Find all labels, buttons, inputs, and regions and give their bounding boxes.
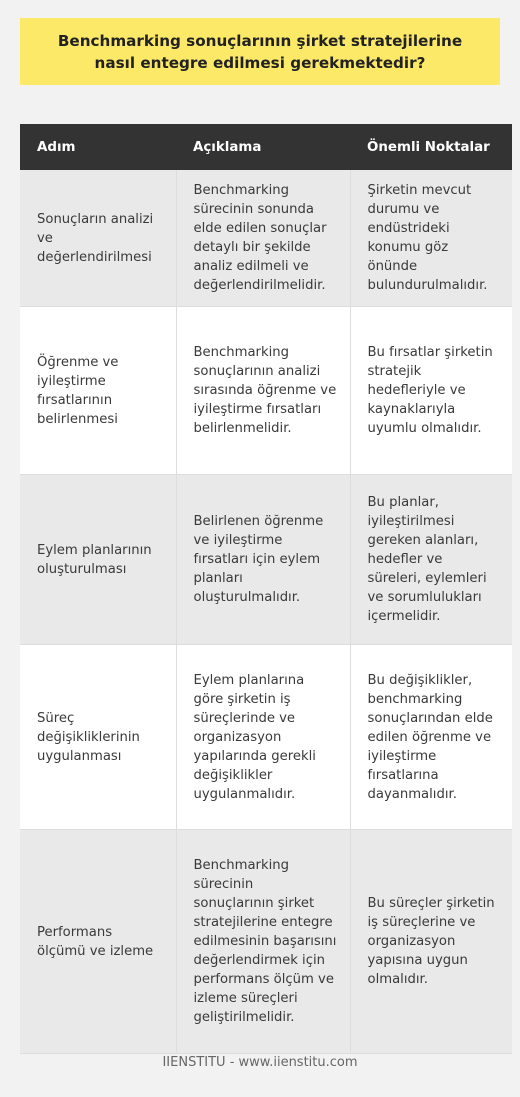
title-banner bbox=[20, 18, 500, 85]
table-row bbox=[20, 645, 512, 830]
header-description: Açıklama bbox=[176, 124, 350, 170]
table-row bbox=[20, 170, 512, 307]
cell-description: Eylem planlarına göre şirketin iş süreçlerinde ve organizasyon yapılarında gerekli değişiklikler uygulanmalıdır. bbox=[176, 645, 350, 830]
cell-key-points: Bu süreçler şirketin iş süreçlerine ve organizasyon yapısına uygun olmalıdır. bbox=[350, 830, 512, 1054]
cell-step: Sonuçların analizi ve değerlendirilmesi bbox=[20, 170, 176, 307]
table-header-row bbox=[20, 124, 512, 170]
table-row bbox=[20, 830, 512, 1054]
cell-description: Benchmarking sonuçlarının analizi sırasında öğrenme ve iyileştirme fırsatları belirlenmelidir. bbox=[176, 307, 350, 475]
cell-key-points: Bu değişiklikler, benchmarking sonuçlarından elde edilen öğrenme ve iyileştirme fırsatlarına dayanmalıdır. bbox=[350, 645, 512, 830]
cell-step: Performans ölçümü ve izleme bbox=[20, 830, 176, 1054]
footer-credit: IIENSTITU - www.iienstitu.com bbox=[162, 1055, 358, 1070]
cell-description: Belirlenen öğrenme ve iyileştirme fırsatları için eylem planları oluşturulmalıdır. bbox=[176, 475, 350, 645]
table-row bbox=[20, 307, 512, 475]
cell-key-points: Bu planlar, iyileştirilmesi gereken alanları, hedefler ve süreleri, eylemleri ve sorumlulukları içermelidir. bbox=[350, 475, 512, 645]
table-row bbox=[20, 475, 512, 645]
page-title: Benchmarking sonuçlarının şirket stratejilerine nasıl entegre edilmesi gerekmektedir? bbox=[57, 31, 463, 72]
cell-step: Süreç değişikliklerinin uygulanması bbox=[20, 645, 176, 830]
header-key-points: Önemli Noktalar bbox=[350, 124, 512, 170]
header-step: Adım bbox=[20, 124, 176, 170]
cell-key-points: Bu fırsatlar şirketin stratejik hedefleriyle ve kaynaklarıyla uyumlu olmalıdır. bbox=[350, 307, 512, 475]
steps-table bbox=[20, 124, 512, 1054]
cell-step: Öğrenme ve iyileştirme fırsatlarının belirlenmesi bbox=[20, 307, 176, 475]
cell-description: Benchmarking sürecinin sonunda elde edilen sonuçlar detaylı bir şekilde analiz edilmeli ve değerlendirilmelidir. bbox=[176, 170, 350, 307]
cell-step: Eylem planlarının oluşturulması bbox=[20, 475, 176, 645]
cell-key-points: Şirketin mevcut durumu ve endüstrideki konumu göz önünde bulundurulmalıdır. bbox=[350, 170, 512, 307]
cell-description: Benchmarking sürecinin sonuçlarının şirket stratejilerine entegre edilmesinin başarısını değerlendirmek için performans ölçüm ve izleme süreçleri geliştirilmelidir. bbox=[176, 830, 350, 1054]
